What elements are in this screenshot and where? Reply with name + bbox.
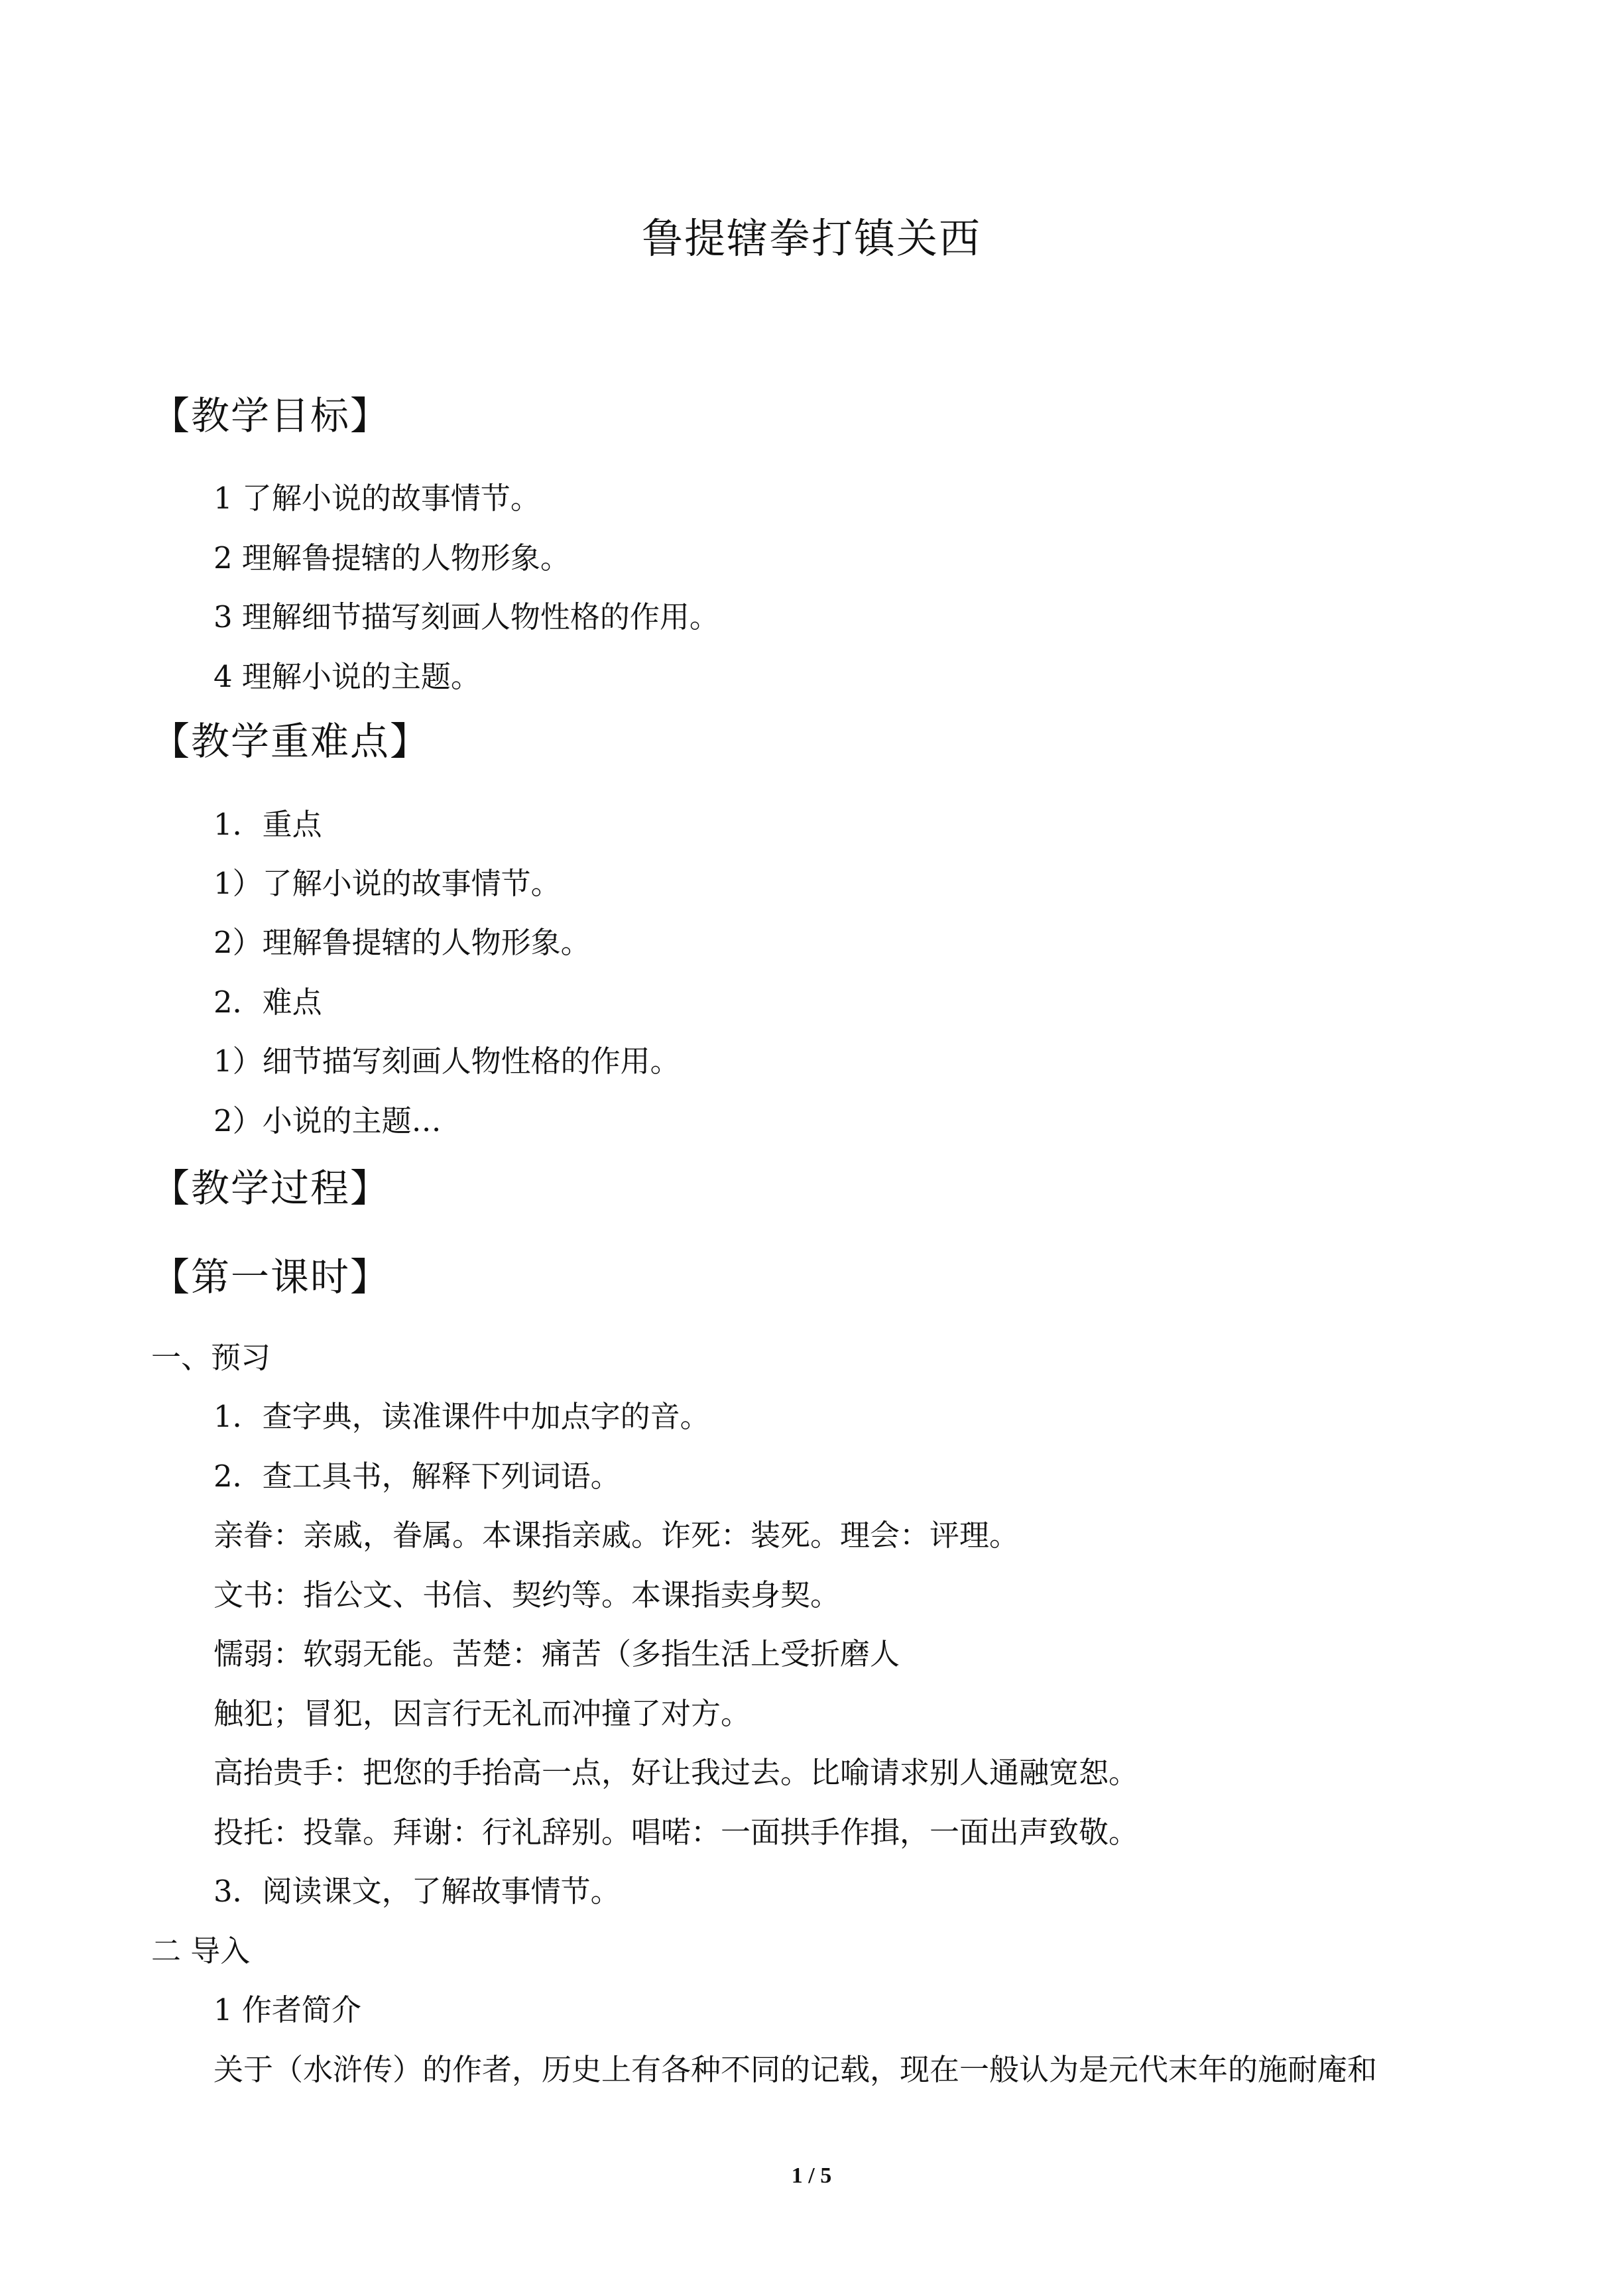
preview-item: 文书：指公文、书信、契约等。本课指卖身契。 xyxy=(213,1577,841,1612)
section-heading-first-lesson: 【第一课时】 xyxy=(151,1254,391,1299)
key-point-item: 2）理解鲁提辖的人物形象。 xyxy=(213,925,591,960)
preview-item: 触犯；冒犯，因言行无礼而冲撞了对方。 xyxy=(213,1696,751,1731)
preview-item: 高抬贵手：把您的手抬高一点，好让我过去。比喻请求别人通融宽恕。 xyxy=(213,1755,1139,1790)
section-title-preview: 一、预习 xyxy=(151,1340,271,1375)
preview-item: 3．阅读课文，了解故事情节。 xyxy=(213,1874,621,1909)
key-point-item: 1．重点 xyxy=(213,807,322,842)
preview-item: 2．查工具书，解释下列词语。 xyxy=(213,1459,621,1494)
goal-item: 4 理解小说的主题。 xyxy=(213,659,481,694)
preview-item: 亲眷：亲戚，眷属。本课指亲戚。诈死：装死。理会：评理。 xyxy=(213,1518,1020,1553)
key-point-item: 1）了解小说的故事情节。 xyxy=(213,866,561,901)
section-heading-teaching-process: 【教学过程】 xyxy=(151,1166,391,1211)
page-number: 1 / 5 xyxy=(791,2163,832,2188)
section-heading-key-points: 【教学重难点】 xyxy=(151,719,430,764)
page-title: 鲁提辖拳打镇关西 xyxy=(641,214,981,263)
section-heading-teaching-goals: 【教学目标】 xyxy=(151,393,391,438)
goal-item: 1 了解小说的故事情节。 xyxy=(213,481,540,516)
preview-item: 懦弱：软弱无能。苦楚：痛苦（多指生活上受折磨人 xyxy=(213,1636,900,1671)
key-point-item: 2．难点 xyxy=(213,985,322,1020)
introduction-item: 1 作者简介 xyxy=(213,1992,361,2027)
key-point-item: 2）小说的主题… xyxy=(213,1103,442,1138)
section-title-introduction: 二 导入 xyxy=(151,1933,251,1968)
goal-item: 2 理解鲁提辖的人物形象。 xyxy=(213,540,570,575)
introduction-item: 关于（水浒传）的作者，历史上有各种不同的记载，现在一般认为是元代末年的施耐庵和 xyxy=(213,2052,1378,2087)
goal-item: 3 理解细节描写刻画人物性格的作用。 xyxy=(213,599,719,634)
key-point-item: 1）细节描写刻画人物性格的作用。 xyxy=(213,1044,680,1079)
preview-item: 投托：投靠。拜谢：行礼辞别。唱喏：一面拱手作揖，一面出声致敬。 xyxy=(213,1815,1139,1850)
preview-item: 1．查字典，读准课件中加点字的音。 xyxy=(213,1399,710,1434)
